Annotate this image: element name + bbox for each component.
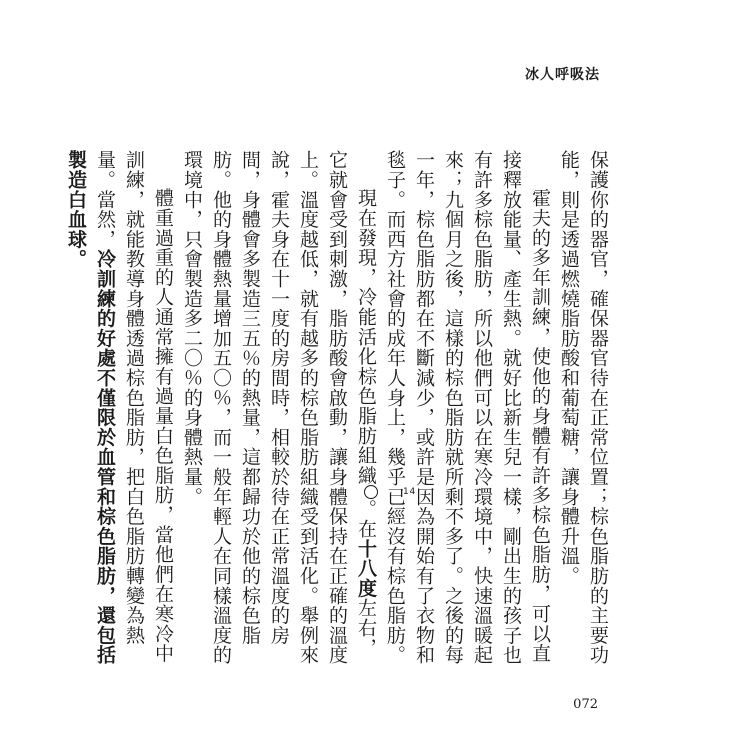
paragraph-3-text-a: 現在發現，冷能活化棕色脂肪組織 [355,188,377,485]
paragraph-3-text-b: 。在 [355,499,377,539]
paragraph-2: 霍夫的多年訓練，使他的身體有許多棕色脂肪，可以直接釋放能量、產生熱。就好比新生兒一樣，剛出生的孩子也有許多棕色脂肪，所以他們可以在寒冷環境中，快速溫暖起來；九個月之後，這樣的棕色脂肪就所剩不多了。之後的每一年，棕色脂肪都在不斷減少，或許是因為開始有了衣物和毯子。而西方社會的成年人身上，幾乎已經沒有棕色脂肪。 [384,150,551,665]
body-text [65,150,612,670]
paragraph-4 [61,150,177,670]
page-number: 072 [573,697,598,712]
paragraph-3-bold: 十八度 [355,538,377,599]
paragraph-3-text-c: 左右，它就會受到刺激，脂肪酸會啟動，讓身體保持在正確的溫度上。溫度越低，就有越多的棕色脂肪組織受到活化。舉例來說，霍夫身在十一度的房間時，相較於待在正常溫度的房間，身體會多製造三五％的熱量，這都歸功於他的棕色脂肪。他的身體熱量增加五〇％，而一般年輕人在同樣溫度的環境中，只會製造多二〇％的身體熱量。 [181,150,377,665]
running-head-title: 冰人呼吸法 [525,67,600,83]
paragraph-3 [177,150,417,670]
paragraph-4-text: 體重過重的人通常擁有過量白色脂肪，當他們在寒冷中訓練，就能教導身體透過棕色脂肪，把白色脂肪轉變為熱量。當然， [94,150,174,664]
paragraph-4-bold: 冷訓練的好處不僅限於血管和棕色脂肪，還包括製造白血球。 [65,150,116,665]
footnote-marker: 14 [364,485,378,499]
paragraph-1: 保護你的器官，確保器官待在正常位置；棕色脂肪的主要功能，則是透過燃燒脂肪酸和葡萄糖，讓身體升溫。 [558,150,609,665]
